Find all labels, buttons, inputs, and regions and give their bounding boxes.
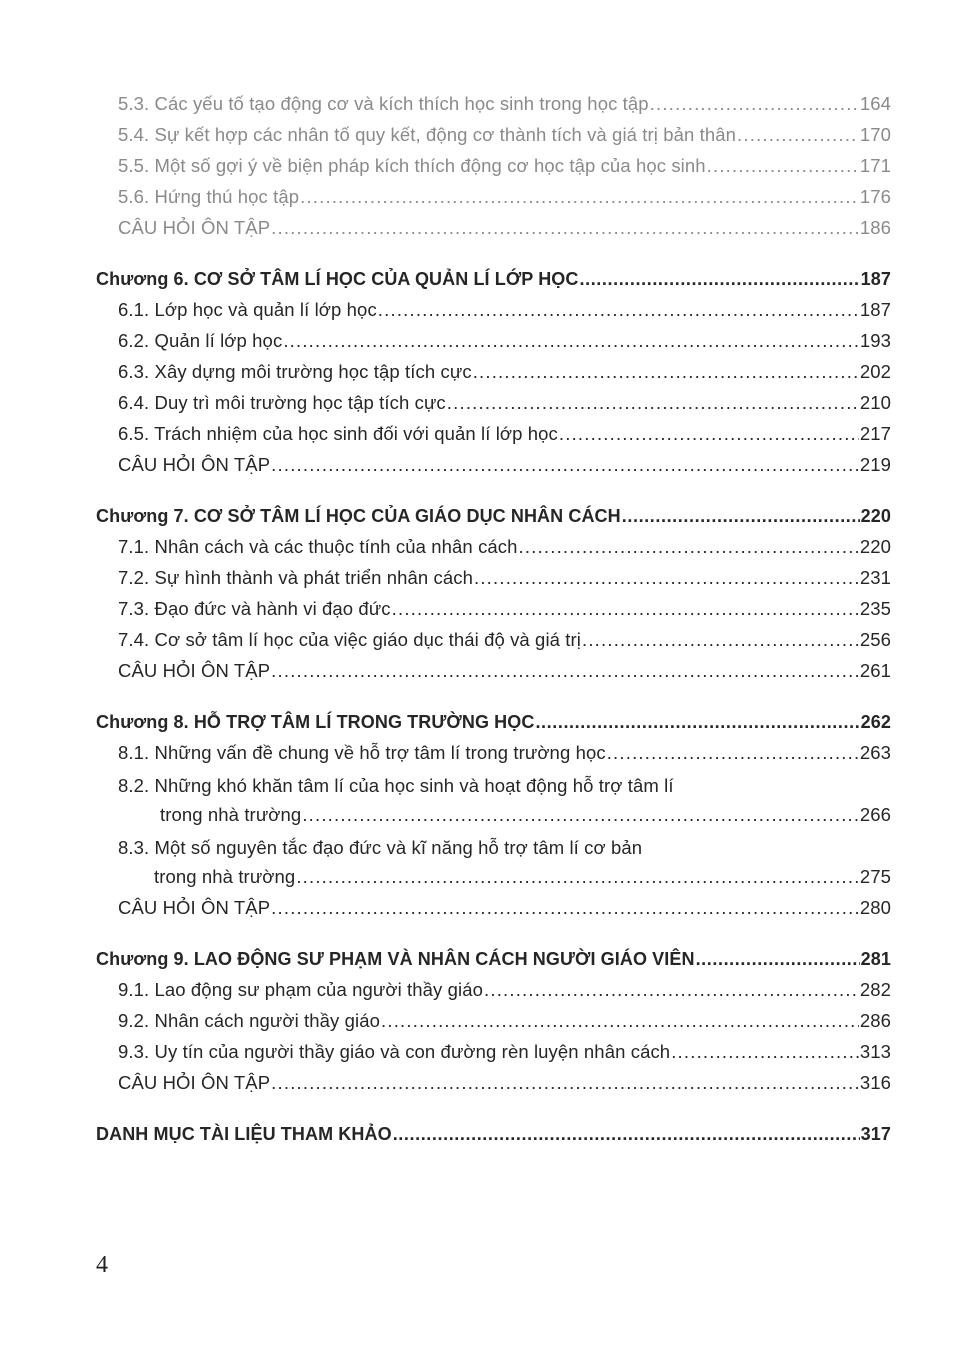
toc-entry-page: 231 (859, 567, 891, 588)
dot-leader (393, 1123, 860, 1145)
toc-entry-title: 5.5. Một số gợi ý về biện pháp kích thích động cơ học tập của học sinh (118, 155, 706, 176)
toc-entry-page: 187 (859, 299, 891, 320)
dot-leader (737, 124, 859, 146)
chapter-title: Chương 8. HỖ TRỢ TÂM LÍ TRONG TRƯỜNG HỌC (96, 712, 535, 732)
toc-entry-title: 5.3. Các yếu tố tạo động cơ và kích thích học sinh trong học tập (118, 93, 649, 114)
toc-entry-page: 170 (859, 124, 891, 145)
dot-leader (302, 804, 859, 826)
toc-entry-6-2 (0, 321, 964, 352)
toc-entry-title: 9.1. Lao động sư phạm của người thầy giáo (118, 979, 484, 1000)
toc-entry-5-6 (0, 177, 964, 208)
toc-entry-title-continued: trong nhà trường (154, 866, 296, 887)
toc-entry-page: 186 (859, 217, 891, 238)
bibliography-title: DANH MỤC TÀI LIỆU THAM KHẢO (96, 1124, 392, 1144)
toc-review-questions-ch9 (0, 1063, 964, 1094)
dot-leader (696, 948, 860, 970)
toc-entry-title: 6.2. Quản lí lớp học (118, 330, 283, 351)
toc-chapter-7 (0, 496, 964, 527)
dot-leader (622, 505, 860, 527)
toc-entry-title: 6.4. Duy trì môi trường học tập tích cực (118, 392, 446, 413)
toc-entry-page: 256 (859, 629, 891, 650)
toc-entry-8-3-line1 (0, 826, 964, 859)
toc-entry-9-2 (0, 1001, 964, 1032)
dot-leader (559, 423, 859, 445)
dot-leader (381, 1010, 859, 1032)
toc-entry-7-1 (0, 527, 964, 558)
toc-review-questions-ch7 (0, 651, 964, 682)
dot-leader (300, 186, 859, 208)
dot-leader (283, 330, 859, 352)
toc-review-questions-ch5 (0, 208, 964, 239)
toc-chapter-9 (0, 939, 964, 970)
toc-entry-8-2-line1 (0, 764, 964, 797)
toc-entry-title: 7.4. Cơ sở tâm lí học của việc giáo dục thái độ và giá trị (118, 629, 581, 650)
toc-entry-page: 217 (859, 423, 891, 444)
toc-entry-title: 7.3. Đạo đức và hành vi đạo đức (118, 598, 391, 619)
toc-entry-page: 220 (860, 506, 891, 526)
toc-entry-page: 263 (859, 742, 891, 763)
toc-entry-page: 235 (859, 598, 891, 619)
toc-entry-title: CÂU HỎI ÔN TẬP (118, 217, 271, 238)
dot-leader (447, 392, 859, 414)
toc-bibliography (0, 1114, 964, 1145)
toc-entry-title: 9.3. Uy tín của người thầy giáo và con đường rèn luyện nhân cách (118, 1041, 671, 1062)
toc-entry-title: 7.2. Sự hình thành và phát triển nhân cách (118, 567, 473, 588)
toc-entry-page: 171 (859, 155, 891, 176)
toc-entry-page: 316 (859, 1072, 891, 1093)
toc-entry-title: 6.5. Trách nhiệm của học sinh đối với quản lí lớp học (118, 423, 558, 444)
toc-entry-title: CÂU HỎI ÔN TẬP (118, 897, 271, 918)
dot-leader (392, 598, 859, 620)
dot-leader (378, 299, 859, 321)
toc-entry-page: 262 (860, 712, 891, 732)
toc-entry-title: 9.2. Nhân cách người thầy giáo (118, 1010, 381, 1031)
dot-leader (607, 742, 859, 764)
toc-entry-page: 317 (860, 1124, 891, 1144)
dot-leader (519, 536, 859, 558)
toc-entry-page: 313 (859, 1041, 891, 1062)
toc-entry-page: 193 (859, 330, 891, 351)
toc-entry-page: 266 (859, 804, 891, 825)
toc-review-questions-ch8 (0, 888, 964, 919)
dot-leader (535, 711, 859, 733)
dot-leader (671, 1041, 859, 1063)
page-number: 4 (96, 1252, 108, 1278)
toc-entry-6-5 (0, 414, 964, 445)
dot-leader (484, 979, 859, 1001)
toc-entry-title-continued: trong nhà trường (160, 804, 302, 825)
toc-entry-6-3 (0, 352, 964, 383)
toc-chapter-6 (0, 259, 964, 290)
toc-entry-title: CÂU HỎI ÔN TẬP (118, 1072, 271, 1093)
dot-leader (271, 454, 859, 476)
dot-leader (707, 155, 859, 177)
toc-entry-6-1 (0, 290, 964, 321)
dot-leader (650, 93, 859, 115)
toc-entry-title: CÂU HỎI ÔN TẬP (118, 454, 271, 475)
toc-entry-page: 275 (859, 866, 891, 887)
toc-entry-page: 219 (859, 454, 891, 475)
toc-entry-page: 164 (859, 93, 891, 114)
toc-entry-7-3 (0, 589, 964, 620)
toc-entry-7-2 (0, 558, 964, 589)
dot-leader (271, 660, 859, 682)
toc-entry-title: 8.3. Một số nguyên tắc đạo đức và kĩ năng hỗ trợ tâm lí cơ bản (118, 837, 643, 858)
toc-entry-page: 187 (860, 269, 891, 289)
toc-entry-page: 281 (860, 949, 891, 969)
toc-chapter-8 (0, 702, 964, 733)
toc-entry-8-2-line2 (0, 797, 964, 826)
toc-entry-5-4 (0, 115, 964, 146)
toc-entry-8-3-line2 (0, 859, 964, 888)
toc-entry-title: 8.1. Những vấn đề chung về hỗ trợ tâm lí trong trường học (118, 742, 606, 763)
toc-review-questions-ch6 (0, 445, 964, 476)
toc-entry-5-3 (0, 84, 964, 115)
toc-entry-title: 5.6. Hứng thú học tập (118, 186, 300, 207)
toc-entry-page: 220 (859, 536, 891, 557)
toc-entry-title: CÂU HỎI ÔN TẬP (118, 660, 271, 681)
toc-entry-page: 261 (859, 660, 891, 681)
toc-entry-title: 7.1. Nhân cách và các thuộc tính của nhân cách (118, 536, 518, 557)
dot-leader (296, 866, 859, 888)
toc-entry-page: 202 (859, 361, 891, 382)
toc-entry-8-1 (0, 733, 964, 764)
toc-entry-title: 5.4. Sự kết hợp các nhân tố quy kết, động cơ thành tích và giá trị bản thân (118, 124, 737, 145)
dot-leader (473, 361, 859, 383)
chapter-title: Chương 9. LAO ĐỘNG SƯ PHẠM VÀ NHÂN CÁCH NGƯỜI GIÁO VIÊN (96, 949, 695, 969)
toc-entry-9-3 (0, 1032, 964, 1063)
toc-entry-7-4 (0, 620, 964, 651)
dot-leader (474, 567, 859, 589)
chapter-title: Chương 6. CƠ SỞ TÂM LÍ HỌC CỦA QUẢN LÍ LỚP HỌC (96, 269, 579, 289)
toc-entry-page: 176 (859, 186, 891, 207)
toc-entry-title: 6.1. Lớp học và quản lí lớp học (118, 299, 377, 320)
toc-entry-page: 286 (859, 1010, 891, 1031)
toc-entry-page: 280 (859, 897, 891, 918)
dot-leader (271, 217, 859, 239)
dot-leader (580, 268, 860, 290)
table-of-contents (0, 84, 964, 1145)
toc-entry-9-1 (0, 970, 964, 1001)
toc-entry-5-5 (0, 146, 964, 177)
toc-entry-page: 210 (859, 392, 891, 413)
toc-entry-page: 282 (859, 979, 891, 1000)
chapter-title: Chương 7. CƠ SỞ TÂM LÍ HỌC CỦA GIÁO DỤC NHÂN CÁCH (96, 506, 621, 526)
toc-entry-title: 6.3. Xây dựng môi trường học tập tích cực (118, 361, 472, 382)
dot-leader (271, 1072, 859, 1094)
toc-entry-6-4 (0, 383, 964, 414)
dot-leader (582, 629, 859, 651)
toc-entry-title: 8.2. Những khó khăn tâm lí của học sinh và hoạt động hỗ trợ tâm lí (118, 775, 674, 796)
dot-leader (271, 897, 859, 919)
